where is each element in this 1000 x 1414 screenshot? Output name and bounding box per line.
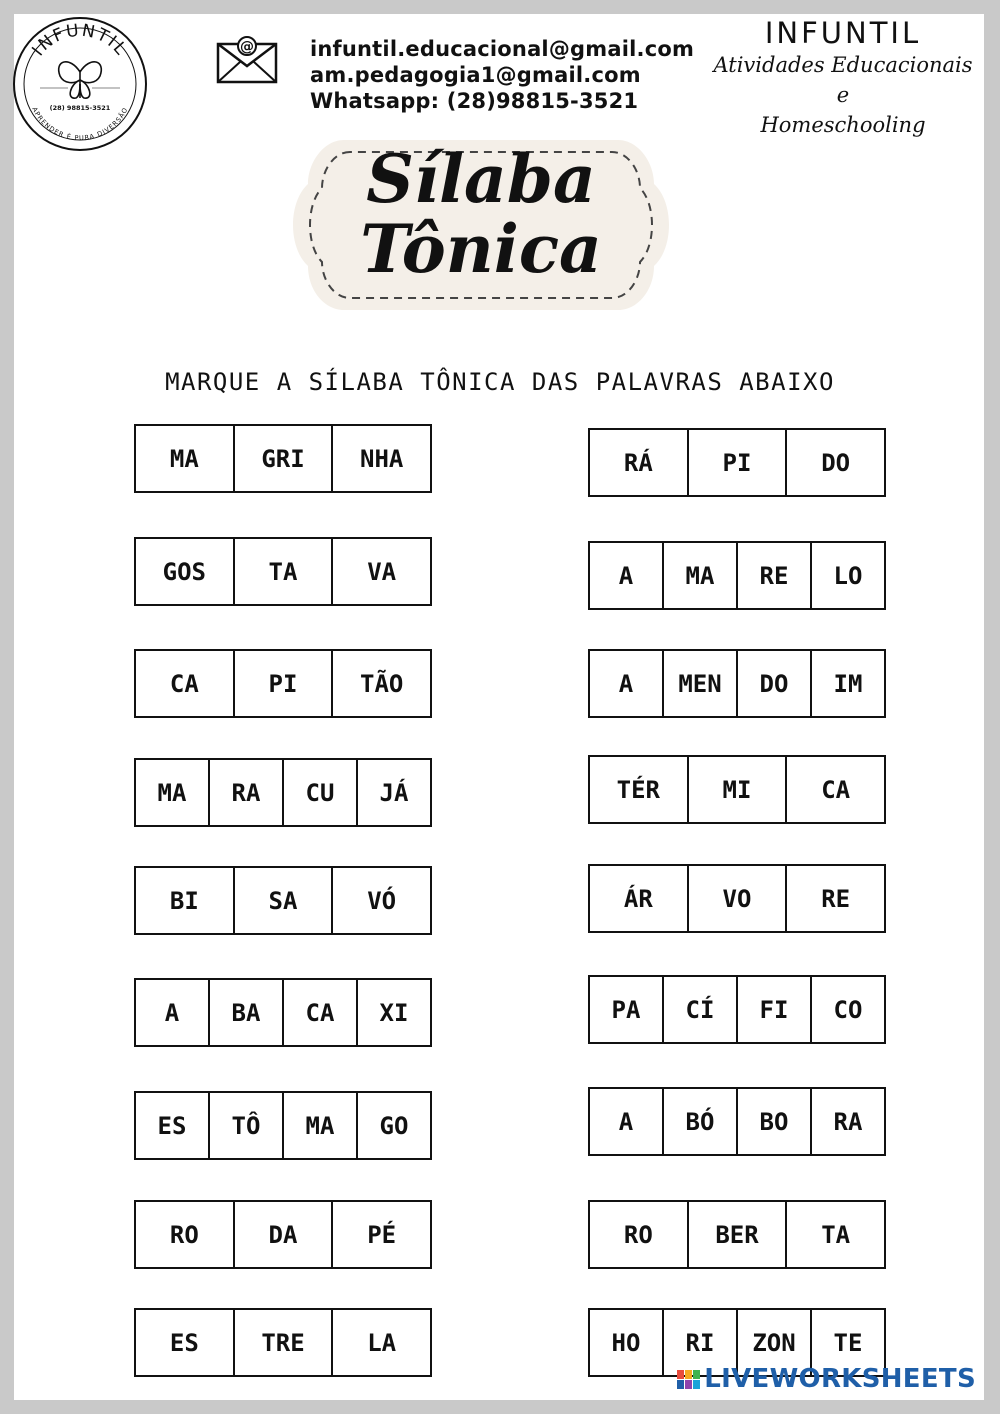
email-envelope-icon: [216, 36, 278, 84]
syllable-cell[interactable]: DO: [785, 430, 884, 495]
word-box-right-1: [588, 428, 886, 497]
liveworksheets-text: LIVEWORKSHEETS: [704, 1364, 976, 1394]
syllable-cell[interactable]: CU: [282, 760, 356, 825]
contact-email-1: infuntil.educacional@gmail.com: [310, 37, 695, 61]
syllable-cell[interactable]: ÁR: [623, 884, 653, 913]
syllable-cell[interactable]: NHA: [331, 426, 430, 491]
syllable-cell[interactable]: A: [618, 669, 634, 698]
syllable-cell[interactable]: TÃO: [331, 651, 430, 716]
syllable-cell[interactable]: RO: [169, 1220, 199, 1249]
page-title: [284, 140, 678, 288]
syllable-cell[interactable]: XI: [356, 980, 430, 1045]
syllable-cell[interactable]: TÔ: [208, 1093, 282, 1158]
svg-text:@: @: [240, 39, 254, 55]
instruction-text: MARQUE A SÍLABA TÔNICA DAS PALAVRAS ABAIXO: [165, 368, 835, 396]
syllable-cell[interactable]: MI: [687, 757, 786, 822]
syllable-cell[interactable]: GO: [356, 1093, 430, 1158]
logo-phone: (28) 98815-3521: [49, 104, 111, 112]
syllable-cell[interactable]: VÓ: [331, 868, 430, 933]
syllable-cell[interactable]: ES: [169, 1328, 199, 1357]
syllable-cell[interactable]: BA: [208, 980, 282, 1045]
logo-ring-text: INFUNTIL: [28, 20, 132, 61]
syllable-cell[interactable]: DO: [736, 651, 810, 716]
syllable-cell[interactable]: PI: [687, 430, 786, 495]
logo-tile: [677, 1370, 684, 1379]
syllable-cell[interactable]: SA: [233, 868, 332, 933]
logo-tile: [685, 1370, 692, 1379]
syllable-cell[interactable]: LA: [331, 1310, 430, 1375]
word-box-left-1: [134, 424, 432, 493]
word-box-right-5: [588, 864, 886, 933]
brand-name: INFUNTIL: [764, 16, 922, 50]
title-line-1: Sílaba: [366, 140, 596, 218]
syllable-cell[interactable]: MEN: [662, 651, 736, 716]
syllable-cell[interactable]: RE: [785, 866, 884, 931]
logo-tile: [693, 1380, 700, 1389]
syllable-cell[interactable]: GOS: [162, 557, 207, 586]
title-line-2: Tônica: [360, 210, 602, 288]
syllable-cell[interactable]: CO: [810, 977, 884, 1042]
syllable-cell[interactable]: TE: [810, 1310, 884, 1375]
word-box-left-7: [134, 1091, 432, 1160]
brand-block: [712, 14, 974, 140]
syllable-cell[interactable]: RA: [810, 1089, 884, 1154]
word-box-left-4: [134, 758, 432, 827]
syllable-cell[interactable]: IM: [810, 651, 884, 716]
syllable-cell[interactable]: CA: [785, 757, 884, 822]
syllable-cell[interactable]: MA: [169, 444, 199, 473]
syllable-cell[interactable]: FI: [736, 977, 810, 1042]
contact-info: [310, 36, 694, 114]
logo-tile: [677, 1380, 684, 1389]
syllable-cell[interactable]: RE: [736, 543, 810, 608]
contact-whatsapp: Whatsapp: (28)98815-3521: [310, 89, 639, 113]
syllable-cell[interactable]: BO: [736, 1089, 810, 1154]
syllable-cell[interactable]: DA: [233, 1202, 332, 1267]
logo-bottom-text: APRENDER É PURA DIVERSÃO: [30, 105, 130, 143]
word-box-right-3: [588, 649, 886, 718]
word-box-right-2: [588, 541, 886, 610]
contact-email-2: am.pedagogia1@gmail.com: [310, 63, 641, 87]
liveworksheets-logo-icon: [677, 1370, 700, 1389]
syllable-cell[interactable]: RO: [623, 1220, 653, 1249]
syllable-cell[interactable]: LO: [810, 543, 884, 608]
word-box-right-4: [588, 755, 886, 824]
syllable-cell[interactable]: MA: [157, 778, 187, 807]
word-box-left-9: [134, 1308, 432, 1377]
syllable-cell[interactable]: CA: [282, 980, 356, 1045]
syllable-cell[interactable]: VO: [687, 866, 786, 931]
syllable-cell[interactable]: TRE: [233, 1310, 332, 1375]
syllable-cell[interactable]: PÉ: [331, 1202, 430, 1267]
word-box-left-3: [134, 649, 432, 718]
syllable-cell[interactable]: ZON: [736, 1310, 810, 1375]
logo-tile: [685, 1380, 692, 1389]
syllable-cell[interactable]: A: [164, 998, 180, 1027]
word-box-left-8: [134, 1200, 432, 1269]
syllable-cell[interactable]: JÁ: [356, 760, 430, 825]
syllable-cell[interactable]: PA: [611, 995, 641, 1024]
word-box-left-6: [134, 978, 432, 1047]
syllable-cell[interactable]: CÍ: [662, 977, 736, 1042]
syllable-cell[interactable]: A: [618, 561, 634, 590]
brand-tagline-2: Homeschooling: [760, 113, 926, 137]
worksheet-page: [14, 14, 984, 1400]
syllable-cell[interactable]: BER: [687, 1202, 786, 1267]
syllable-cell[interactable]: RA: [208, 760, 282, 825]
word-box-right-7: [588, 1087, 886, 1156]
infuntil-logo: [10, 14, 150, 154]
syllable-cell[interactable]: HO: [611, 1328, 641, 1357]
syllable-cell[interactable]: PI: [233, 651, 332, 716]
word-box-left-5: [134, 866, 432, 935]
syllable-cell[interactable]: A: [618, 1107, 634, 1136]
syllable-cell[interactable]: ES: [157, 1111, 187, 1140]
syllable-cell[interactable]: TA: [233, 539, 332, 604]
syllable-cell[interactable]: BI: [169, 886, 199, 915]
word-box-right-6: [588, 975, 886, 1044]
syllable-cell[interactable]: CA: [169, 669, 199, 698]
brand-tagline-1: Atividades Educacionais e: [713, 53, 973, 107]
syllable-cell[interactable]: TÉR: [616, 775, 661, 804]
logo-tile: [693, 1370, 700, 1379]
syllable-cell[interactable]: RI: [662, 1310, 736, 1375]
syllable-cell[interactable]: GRI: [233, 426, 332, 491]
word-box-right-8: [588, 1200, 886, 1269]
syllable-cell[interactable]: TA: [785, 1202, 884, 1267]
syllable-cell[interactable]: VA: [331, 539, 430, 604]
syllable-cell[interactable]: BÓ: [662, 1089, 736, 1154]
word-box-left-2: [134, 537, 432, 606]
syllable-cell[interactable]: MA: [662, 543, 736, 608]
liveworksheets-watermark: [677, 1364, 976, 1394]
syllable-cell[interactable]: MA: [282, 1093, 356, 1158]
syllable-cell[interactable]: RÁ: [623, 448, 653, 477]
